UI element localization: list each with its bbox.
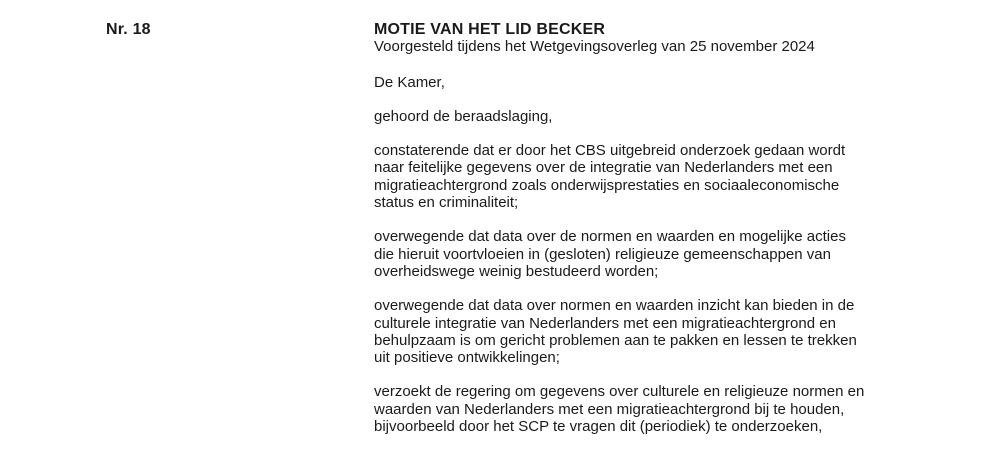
paragraph-line: behulpzaam is om gericht problemen aan te pakken en lessen te trekken (374, 331, 857, 349)
paragraph-overwegende-1 (374, 228, 934, 280)
motion-subtitle: Voorgesteld tijdens het Wetgevingsoverleg van 25 november 2024 (374, 38, 815, 56)
paragraph-line: status en criminaliteit; (374, 194, 519, 212)
paragraph-line: die hieruit voortvloeien in (gesloten) religieuze gemeenschappen van (374, 245, 831, 263)
paragraph-constaterende (374, 142, 934, 211)
paragraph-overwegende-2 (374, 297, 934, 366)
paragraph-line: migratieachtergrond zoals onderwijsprestaties en sociaaleconomische (374, 176, 840, 194)
paragraph-line: waarden van Nederlanders met een migratieachtergrond bij te houden, (374, 400, 845, 418)
paragraph-line: constaterende dat er door het CBS uitgebreid onderzoek gedaan wordt (374, 142, 846, 160)
paragraph-line: culturele integratie van Nederlanders met een migratieachtergrond en (374, 314, 836, 332)
paragraph-line: bijvoorbeeld door het SCP te vragen dit (periodiek) te onderzoeken, (374, 418, 823, 436)
paragraph-deliberation (374, 108, 934, 125)
paragraph-line: uit positieve ontwikkelingen; (374, 349, 560, 367)
paragraph-line: verzoekt de regering om gegevens over culturele en religieuze normen en (374, 383, 865, 401)
paragraph-line: naar feitelijke gegevens over de integratie van Nederlanders met een (374, 159, 833, 177)
paragraph-line: overheidswege weinig bestudeerd worden; (374, 262, 659, 280)
motion-body (374, 21, 934, 452)
motion-title: MOTIE VAN HET LID BECKER (374, 21, 606, 38)
paragraph-verzoekt (374, 383, 934, 435)
paragraph-line: gehoord de beraadslaging, (374, 107, 553, 125)
paragraph-line: De Kamer, (374, 73, 445, 91)
paragraph-line: overwegende dat data over normen en waarden inzicht kan bieden in de (374, 297, 855, 315)
paragraph-line: overwegende dat data over de normen en waarden en mogelijke acties (374, 228, 846, 246)
paragraph-salutation (374, 74, 934, 91)
document-number: Nr. 18 (106, 21, 151, 38)
